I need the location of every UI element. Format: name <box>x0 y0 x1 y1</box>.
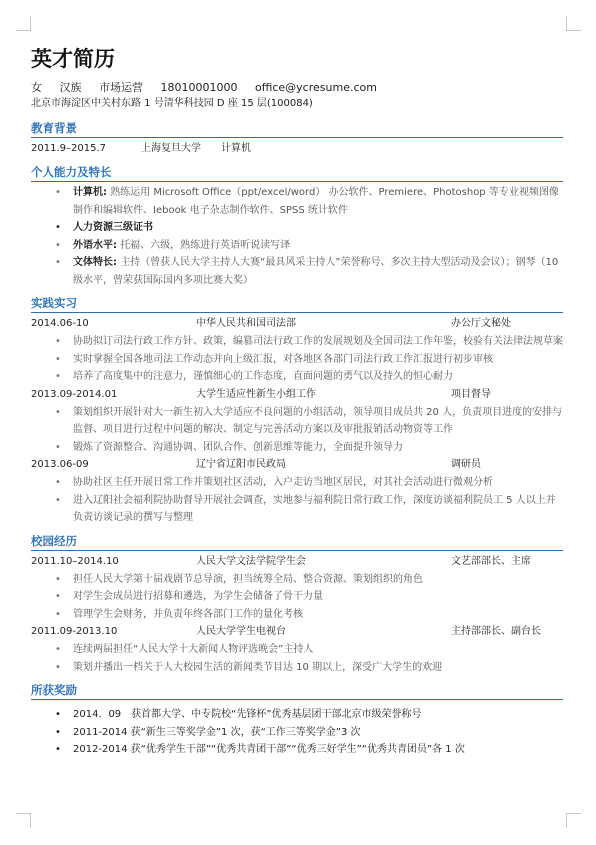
bullet-icon: • <box>55 608 61 620</box>
list-item: • 协助拟订司法行政工作方针、政策，编篡司法行政工作的发展规划及全国司法工作年鉴，校验有关法律法规草案 <box>31 333 563 351</box>
page-corner-mark <box>566 16 581 31</box>
experience-list <box>31 474 563 527</box>
bullet-icon: • <box>55 709 61 720</box>
bullet-icon: • <box>55 726 61 738</box>
skills-list <box>31 184 563 289</box>
experience-role: 项目督导 <box>451 388 491 400</box>
experience-role: 调研员 <box>451 459 481 470</box>
resume-name: 英才简历 <box>31 47 115 71</box>
experience-org: 人民大学文法学院学生会 <box>196 555 306 567</box>
section-title: 校园经历 <box>31 533 563 551</box>
experience-org: 辽宁省辽阳市民政局 <box>196 459 286 470</box>
bullet-icon: • <box>55 661 61 673</box>
bullet-icon: • <box>55 187 61 198</box>
list-item: • 实时掌握全国各地司法工作动态并向上级汇报，对各地区各部门司法行政工作汇报进行初步审核 <box>31 351 563 369</box>
experience-role: 主持部部长、副台长 <box>451 626 541 637</box>
section-education <box>31 120 563 158</box>
personal-info <box>31 80 563 96</box>
list-item: • 连续两届担任“人民大学十大新闻人物评选晚会”主持人 <box>31 641 563 659</box>
list-item: • 管理学生会财务，并负责年终各部门工作的量化考核 <box>31 606 563 624</box>
gender: 女 <box>31 81 42 94</box>
section-title: 个人能力及特长 <box>31 164 563 182</box>
experience-date: 2014.06-10 <box>31 318 89 329</box>
awards-list <box>31 706 563 759</box>
list-item: • 担任人民大学第十届戏剧节总导演，担当统筹全局、整合资源、策划组织的角色 <box>31 571 563 589</box>
experience-role: 办公厅文秘处 <box>451 318 511 329</box>
section-campus <box>31 533 563 677</box>
list-item: • 对学生会成员进行招募和遴选，为学生会储备了骨干力量 <box>31 588 563 606</box>
bullet-icon: • <box>55 257 61 268</box>
experience-date: 2013.09-2014.01 <box>31 388 118 400</box>
list-item: • 策划组织开展针对大一新生初入大学适应不良问题的小组活动，领导项目成员共 20 人，负责项目进度的安排与监督、项目进行过程中问题的解决、制定与完善活动方案以及审批报销活动物资等工作 <box>31 404 563 439</box>
page-corner-mark <box>16 16 31 31</box>
section-practice <box>31 295 563 527</box>
list-item: • 进入辽阳社会福利院协助督导开展社会调查，实地参与福利院日常行政工作，深度访谈福利院员工 5 人以上并负责访谈记录的撰写与整理 <box>31 492 563 527</box>
list-item: • 文体特长: 主持（曾获人民大学主持人大赛“最具风采主持人”荣誉称号、多次主持大型活动及会议）；钢琴（10 级水平，曾荣获国际国内多项比赛大奖） <box>31 254 563 289</box>
bullet-icon: • <box>55 573 61 585</box>
bullet-icon: • <box>55 441 61 453</box>
education-date: 2011.9–2015.7 <box>31 143 106 154</box>
experience-row <box>31 386 563 404</box>
experience-date: 2013.06-09 <box>31 459 89 470</box>
list-item: • 策划并播出一档关于人大校园生活的新闻类节目达 10 期以上，深受广大学生的欢迎 <box>31 659 563 677</box>
page-corner-mark <box>566 813 581 828</box>
section-title: 实践实习 <box>31 295 563 313</box>
bullet-icon: • <box>55 591 61 602</box>
bullet-icon: • <box>55 477 61 488</box>
experience-list <box>31 641 563 676</box>
education-school: 上海复旦大学 <box>141 143 201 154</box>
experience-list <box>31 333 563 386</box>
list-item: • 2011-2014 获“新生三等奖学金”1 次，获“工作三等奖学金”3 次 <box>31 724 563 742</box>
section-title: 教育背景 <box>31 120 563 138</box>
experience-org: 中华人民共和国司法部 <box>196 318 296 329</box>
resume-content <box>31 44 563 759</box>
experience-date: 2011.09-2013.10 <box>31 626 118 637</box>
email-address: office@ycresume.com <box>254 81 377 94</box>
address: 北京市海淀区中关村东路 1 号清华科技园 D 座 15 层(100084) <box>31 98 313 109</box>
experience-org: 大学生适应性新生小组工作 <box>196 388 316 400</box>
experience-row <box>31 456 563 474</box>
experience-row <box>31 553 563 571</box>
section-awards <box>31 682 563 759</box>
education-major: 计算机 <box>221 143 251 154</box>
ethnicity: 汉族 <box>59 81 82 94</box>
list-item: • 外语水平: 托福、六级，熟练进行英语听说读写译 <box>31 237 563 255</box>
section-title: 所获奖励 <box>31 682 563 700</box>
phone-number: 18010001000 <box>160 81 238 94</box>
experience-org: 人民大学学生电视台 <box>196 626 286 637</box>
list-item: • 协助社区主任开展日常工作并策划社区活动，入户走访当地区居民，对其社会活动进行微观分析 <box>31 474 563 492</box>
experience-list <box>31 404 563 457</box>
bullet-icon: • <box>55 494 61 506</box>
bullet-icon: • <box>55 239 61 251</box>
job-position: 市场运营 <box>99 81 143 94</box>
experience-row <box>31 315 563 333</box>
experience-row <box>31 623 563 641</box>
bullet-icon: • <box>55 406 61 418</box>
experience-date: 2011.10–2014.10 <box>31 555 119 567</box>
page-corner-mark <box>16 813 31 828</box>
experience-list <box>31 571 563 624</box>
list-item: • 人力资源三级证书 <box>31 219 563 237</box>
bullet-icon: • <box>55 353 61 365</box>
list-item: • 锻炼了资源整合、沟通协调、团队合作、创新思维等能力，全面提升领导力 <box>31 439 563 457</box>
bullet-icon: • <box>55 744 61 755</box>
bullet-icon: • <box>55 371 61 382</box>
bullet-icon: • <box>55 644 61 655</box>
bullet-icon: • <box>55 222 61 233</box>
list-item: • 2014．09 获首都大学、中专院校“先锋杯”优秀基层团干部北京市级荣誉称号 <box>31 706 563 724</box>
bullet-icon: • <box>55 336 61 347</box>
list-item: • 培养了高度集中的注意力，谨慎细心的工作态度，直面问题的勇气以及持久的恒心耐力 <box>31 368 563 386</box>
list-item: • 计算机: 熟练运用 Microsoft Office（ppt/excel/word） 办公软件、Premiere、Photoshop 等专业视频图像制作和编辑软件、Iebook 电子杂志制作软件、SPSS 统计软件 <box>31 184 563 219</box>
section-skills <box>31 164 563 289</box>
list-item: • 2012-2014 获“优秀学生干部”“优秀共青团干部”“优秀三好学生”“优秀共青团员”各 1 次 <box>31 741 563 759</box>
education-row <box>31 140 563 158</box>
experience-role: 文艺部部长、主席 <box>451 555 531 567</box>
